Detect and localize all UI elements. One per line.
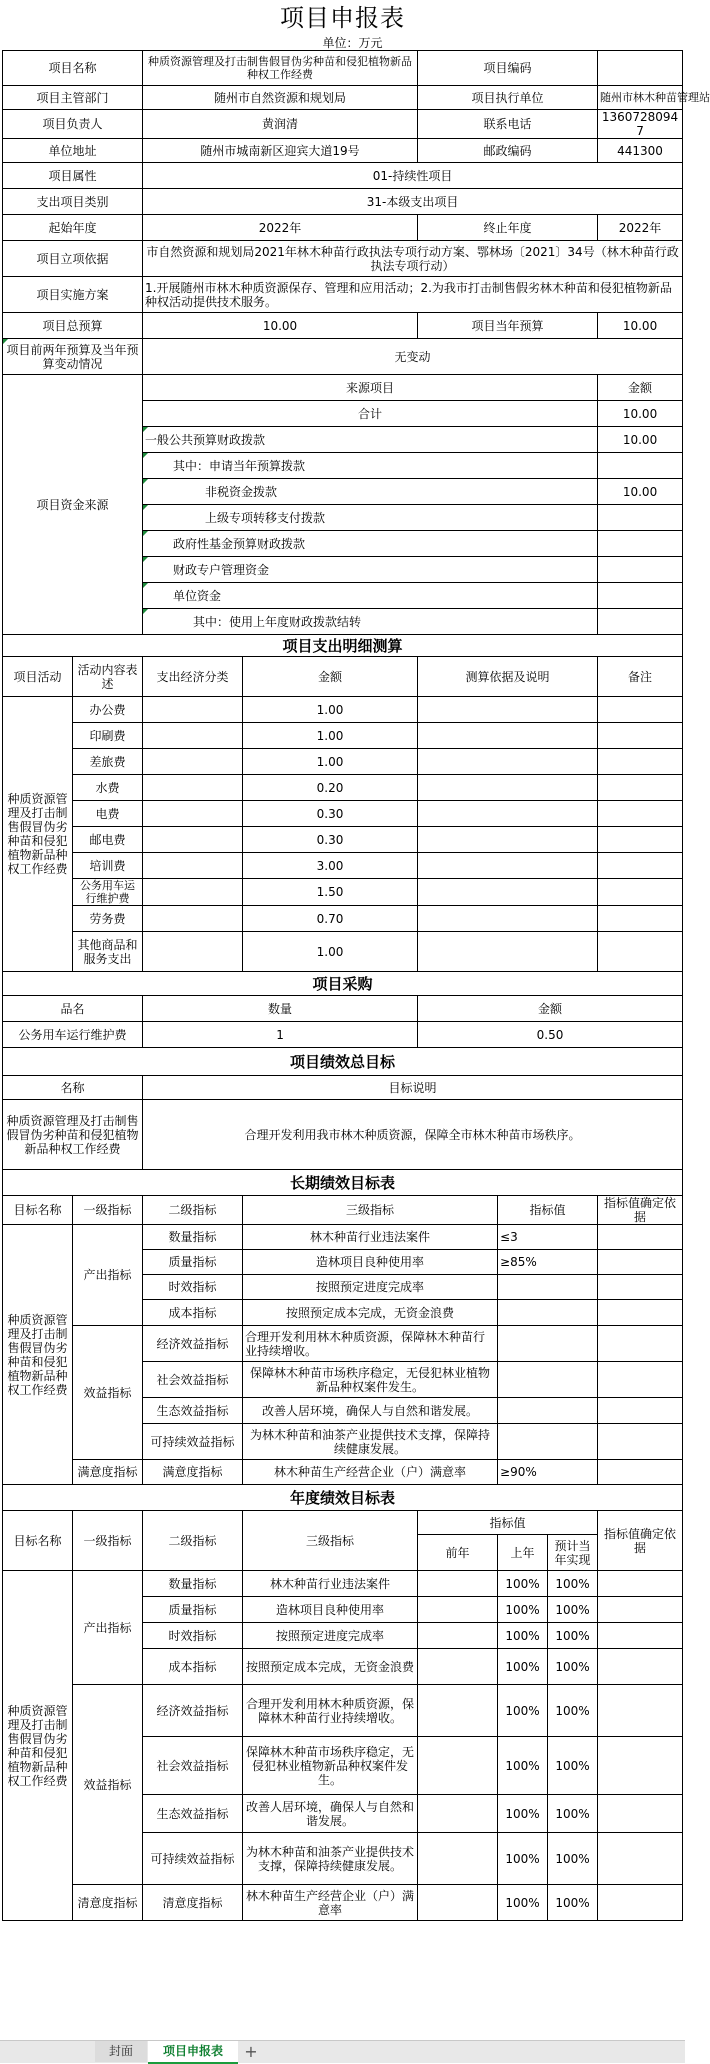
start-label: 起始年度 [3,215,143,241]
purchase-heading: 项目采购 [3,972,683,996]
an-h-l3: 三级指标 [243,1511,418,1571]
funding-row-amount [598,505,683,531]
basis-label: 项目立项依据 [3,241,143,277]
funding-row-name: 合计 [143,401,598,427]
an-h-basis: 指标值确定依据 [598,1511,683,1571]
report-table [2,50,710,1485]
lt-value [498,1362,598,1398]
an-group-output: 产出指标 [73,1571,143,1685]
annual-table [2,1484,683,1921]
lt-h-l3: 三级指标 [243,1196,498,1225]
goal-h-desc: 目标说明 [143,1076,683,1100]
an-l3: 林木种苗生产经营企业（户）满意率 [243,1885,418,1921]
an-last: 100% [498,1795,548,1833]
purchase-amount: 0.50 [418,1022,683,1048]
an-l2: 可持续效益指标 [143,1833,243,1885]
funding-row-name: 一般公共预算财政拨款 [143,427,598,453]
lt-value [498,1275,598,1300]
lt-l2: 生态效益指标 [143,1398,243,1424]
an-l2: 社会效益指标 [143,1737,243,1795]
plan-label: 项目实施方案 [3,277,143,313]
lt-l2: 经济效益指标 [143,1326,243,1362]
lt-l2: 质量指标 [143,1250,243,1275]
detail-h-remark: 备注 [598,657,683,697]
attr-label: 项目属性 [3,163,143,189]
an-expect: 100% [548,1623,598,1649]
an-expect: 100% [548,1597,598,1623]
unit-note: 单位：万元 [322,36,383,50]
name-label: 项目名称 [3,51,143,86]
an-last: 100% [498,1623,548,1649]
funding-row-amount [598,609,683,635]
lt-group-satis: 满意度指标 [73,1460,143,1485]
an-h-last: 上年 [498,1535,548,1571]
detail-row-name: 办公费 [73,697,143,723]
detail-row-name: 印刷费 [73,723,143,749]
total-value: 10.00 [143,313,418,339]
detail-row-amount: 1.00 [243,932,418,972]
an-l2: 清意度指标 [143,1885,243,1921]
an-l2: 时效指标 [143,1623,243,1649]
lt-l3: 保障林木种苗市场秩序稳定，无侵犯林业植物新品种权案件发生。 [243,1362,498,1398]
an-last: 100% [498,1685,548,1737]
dept-value: 随州市自然资源和规划局 [143,86,418,110]
detail-h-amount: 金额 [243,657,418,697]
detail-heading: 项目支出明细测算 [3,635,683,657]
name-value: 种质资源管理及打击制售假冒伪劣种苗和侵犯植物新品种权工作经费 [143,51,418,86]
lt-l2: 可持续效益指标 [143,1424,243,1460]
lt-l3: 为林木种苗和油茶产业提供技术支撑，保障持续健康发展。 [243,1424,498,1460]
funding-row-name: 其中：申请当年预算拨款 [143,453,598,479]
goal-desc: 合理开发利用我市林木种质资源，保障全市林木种苗市场秩序。 [143,1100,683,1170]
an-l2: 质量指标 [143,1597,243,1623]
an-expect: 100% [548,1571,598,1597]
an-expect: 100% [548,1833,598,1885]
an-l2: 成本指标 [143,1649,243,1685]
an-target: 种质资源管理及打击制售假冒伪劣种苗和侵犯植物新品种权工作经费 [3,1571,73,1921]
end-label: 终止年度 [418,215,598,241]
an-last: 100% [498,1885,548,1921]
funding-row-name: 政府性基金预算财政拨款 [143,531,598,557]
detail-row-name: 水费 [73,775,143,801]
lt-l3: 造林项目良种使用率 [243,1250,498,1275]
lt-h-l1: 一级指标 [73,1196,143,1225]
an-expect: 100% [548,1737,598,1795]
lt-value [498,1300,598,1326]
page-title: 项目申报表 [280,4,405,32]
an-expect: 100% [548,1885,598,1921]
lt-h-l2: 二级指标 [143,1196,243,1225]
detail-h-class: 支出经济分类 [143,657,243,697]
an-last: 100% [498,1649,548,1685]
detail-row-amount: 1.00 [243,697,418,723]
detail-row-name: 邮电费 [73,827,143,853]
lt-group-output: 产出指标 [73,1225,143,1326]
lt-target: 种质资源管理及打击制售假冒伪劣种苗和侵犯植物新品种权工作经费 [3,1225,73,1485]
an-l3: 合理开发利用林木种质资源，保障林木种苗行业持续增收。 [243,1685,418,1737]
an-l3: 按照预定进度完成率 [243,1623,418,1649]
an-h-l1: 一级指标 [73,1511,143,1571]
end-value: 2022年 [598,215,683,241]
detail-activity: 种质资源管理及打击制售假冒伪劣种苗和侵犯植物新品种权工作经费 [3,697,73,972]
funding-row-name: 其中：使用上年度财政拨款结转 [143,609,598,635]
detail-row-name: 公务用车运行维护费 [73,879,143,906]
lt-l2: 时效指标 [143,1275,243,1300]
detail-row-name: 培训费 [73,853,143,879]
funding-row-amount [598,583,683,609]
tab-cover[interactable]: 封面 [95,2041,147,2062]
an-l3: 造林项目良种使用率 [243,1597,418,1623]
detail-row-amount: 3.00 [243,853,418,879]
an-l3: 改善人居环境，确保人与自然和谐发展。 [243,1795,418,1833]
detail-h-basis: 测算依据及说明 [418,657,598,697]
detail-row-amount: 0.20 [243,775,418,801]
funding-col-source: 来源项目 [143,375,598,401]
code-value [598,51,683,86]
detail-row-amount: 0.30 [243,801,418,827]
purchase-h-item: 品名 [3,996,143,1022]
cur-value: 10.00 [598,313,683,339]
annual-heading: 年度绩效目标表 [3,1485,683,1511]
goal-name: 种质资源管理及打击制售假冒伪劣种苗和侵犯植物新品种权工作经费 [3,1100,143,1170]
lt-value: ≥90% [498,1460,598,1485]
add-sheet-icon[interactable]: + [244,2042,258,2061]
an-expect: 100% [548,1649,598,1685]
post-value: 441300 [598,139,683,163]
exec-label: 项目执行单位 [418,86,598,110]
an-h-target: 目标名称 [3,1511,73,1571]
funding-row-name: 上级专项转移支付拨款 [143,505,598,531]
an-h-l2: 二级指标 [143,1511,243,1571]
phone-label: 联系电话 [418,110,598,139]
lt-l2: 满意度指标 [143,1460,243,1485]
basis-value: 市自然资源和规划局2021年林木种苗行政执法专项行动方案、鄂林场〔2021〕34号（林木种苗行政执法专项行动） [143,241,683,277]
an-expect: 100% [548,1795,598,1833]
detail-row-name: 其他商品和服务支出 [73,932,143,972]
an-last: 100% [498,1571,548,1597]
detail-h-activity: 项目活动 [3,657,73,697]
purchase-item: 公务用车运行维护费 [3,1022,143,1048]
lt-l2: 成本指标 [143,1300,243,1326]
tab-report[interactable]: 项目申报表 [148,2041,238,2064]
an-group-satis: 清意度指标 [73,1885,143,1921]
detail-row-amount: 1.00 [243,723,418,749]
cur-label: 项目当年预算 [418,313,598,339]
lt-value: ≤3 [498,1225,598,1250]
an-l3: 为林木种苗和油茶产业提供技术支撑，保障持续健康发展。 [243,1833,418,1885]
an-l3: 保障林木种苗市场秩序稳定，无侵犯林业植物新品种权案件发生。 [243,1737,418,1795]
an-h-value: 指标值 [418,1511,598,1535]
detail-row-name: 差旅费 [73,749,143,775]
phone-value: 13607280947 [598,110,683,139]
detail-row-amount: 1.50 [243,879,418,906]
lt-group-benefit: 效益指标 [73,1326,143,1460]
exec-value: 随州市林木种苗管理站 [598,86,683,110]
an-last: 100% [498,1597,548,1623]
funding-row-amount [598,557,683,583]
plan-value: 1.开展随州市林木种质资源保存、管理和应用活动；2.为我市打击制售假劣林木种苗和侵犯植物新品种权活动提供技术服务。 [143,277,683,313]
lt-l3: 改善人居环境，确保人与自然和谐发展。 [243,1398,498,1424]
an-last: 100% [498,1833,548,1885]
an-expect: 100% [548,1685,598,1737]
purchase-h-amount: 金额 [418,996,683,1022]
lt-h-target: 目标名称 [3,1196,73,1225]
owner-value: 黄润清 [143,110,418,139]
code-label: 项目编码 [418,51,598,86]
funding-row-name: 单位资金 [143,583,598,609]
goal-h-name: 名称 [3,1076,143,1100]
post-label: 邮政编码 [418,139,598,163]
an-h-prev: 前年 [418,1535,498,1571]
prev-value: 无变动 [143,339,683,375]
funding-col-amount: 金额 [598,375,683,401]
purchase-h-qty: 数量 [143,996,418,1022]
funding-row-name: 财政专户管理资金 [143,557,598,583]
lt-l3: 林木种苗生产经营企业（户）满意率 [243,1460,498,1485]
an-l2: 经济效益指标 [143,1685,243,1737]
lt-h-basis: 指标值确定依据 [598,1196,683,1225]
lt-l2: 社会效益指标 [143,1362,243,1398]
lt-value [498,1424,598,1460]
detail-row-amount: 0.30 [243,827,418,853]
lt-l3: 林木种苗行业违法案件 [243,1225,498,1250]
an-last: 100% [498,1737,548,1795]
an-group-benefit: 效益指标 [73,1685,143,1885]
funding-row-name: 非税资金拨款 [143,479,598,505]
attr-value: 01-持续性项目 [143,163,683,189]
prev-label: 项目前两年预算及当年预算变动情况 [3,339,143,375]
funding-row-amount: 10.00 [598,401,683,427]
detail-row-name: 电费 [73,801,143,827]
cat-label: 支出项目类别 [3,189,143,215]
lt-l3: 按照预定进度完成率 [243,1275,498,1300]
an-l2: 生态效益指标 [143,1795,243,1833]
owner-label: 项目负责人 [3,110,143,139]
lt-value [498,1398,598,1424]
lt-value: ≥85% [498,1250,598,1275]
detail-h-content: 活动内容表述 [73,657,143,697]
lt-value [498,1326,598,1362]
purchase-qty: 1 [143,1022,418,1048]
cat-value: 31-本级支出项目 [143,189,683,215]
funding-row-amount: 10.00 [598,427,683,453]
lt-l3: 按照预定成本完成，无资金浪费 [243,1300,498,1326]
dept-label: 项目主管部门 [3,86,143,110]
goal-heading: 项目绩效总目标 [3,1048,683,1076]
addr-label: 单位地址 [3,139,143,163]
lt-h-value: 指标值 [498,1196,598,1225]
total-label: 项目总预算 [3,313,143,339]
an-h-expect: 预计当年实现 [548,1535,598,1571]
longterm-heading: 长期绩效目标表 [3,1170,683,1196]
an-l3: 按照预定成本完成，无资金浪费 [243,1649,418,1685]
sheet-tab-bar [0,2040,685,2063]
an-l2: 数量指标 [143,1571,243,1597]
detail-row-amount: 0.70 [243,906,418,932]
funding-row-amount [598,453,683,479]
funding-label: 项目资金来源 [3,375,143,635]
funding-row-amount: 10.00 [598,479,683,505]
start-value: 2022年 [143,215,418,241]
lt-l3: 合理开发利用林木种质资源，保障林木种苗行业持续增收。 [243,1326,498,1362]
lt-l2: 数量指标 [143,1225,243,1250]
an-l3: 林木种苗行业违法案件 [243,1571,418,1597]
addr-value: 随州市城南新区迎宾大道19号 [143,139,418,163]
detail-row-name: 劳务费 [73,906,143,932]
funding-row-amount [598,531,683,557]
detail-row-amount: 1.00 [243,749,418,775]
